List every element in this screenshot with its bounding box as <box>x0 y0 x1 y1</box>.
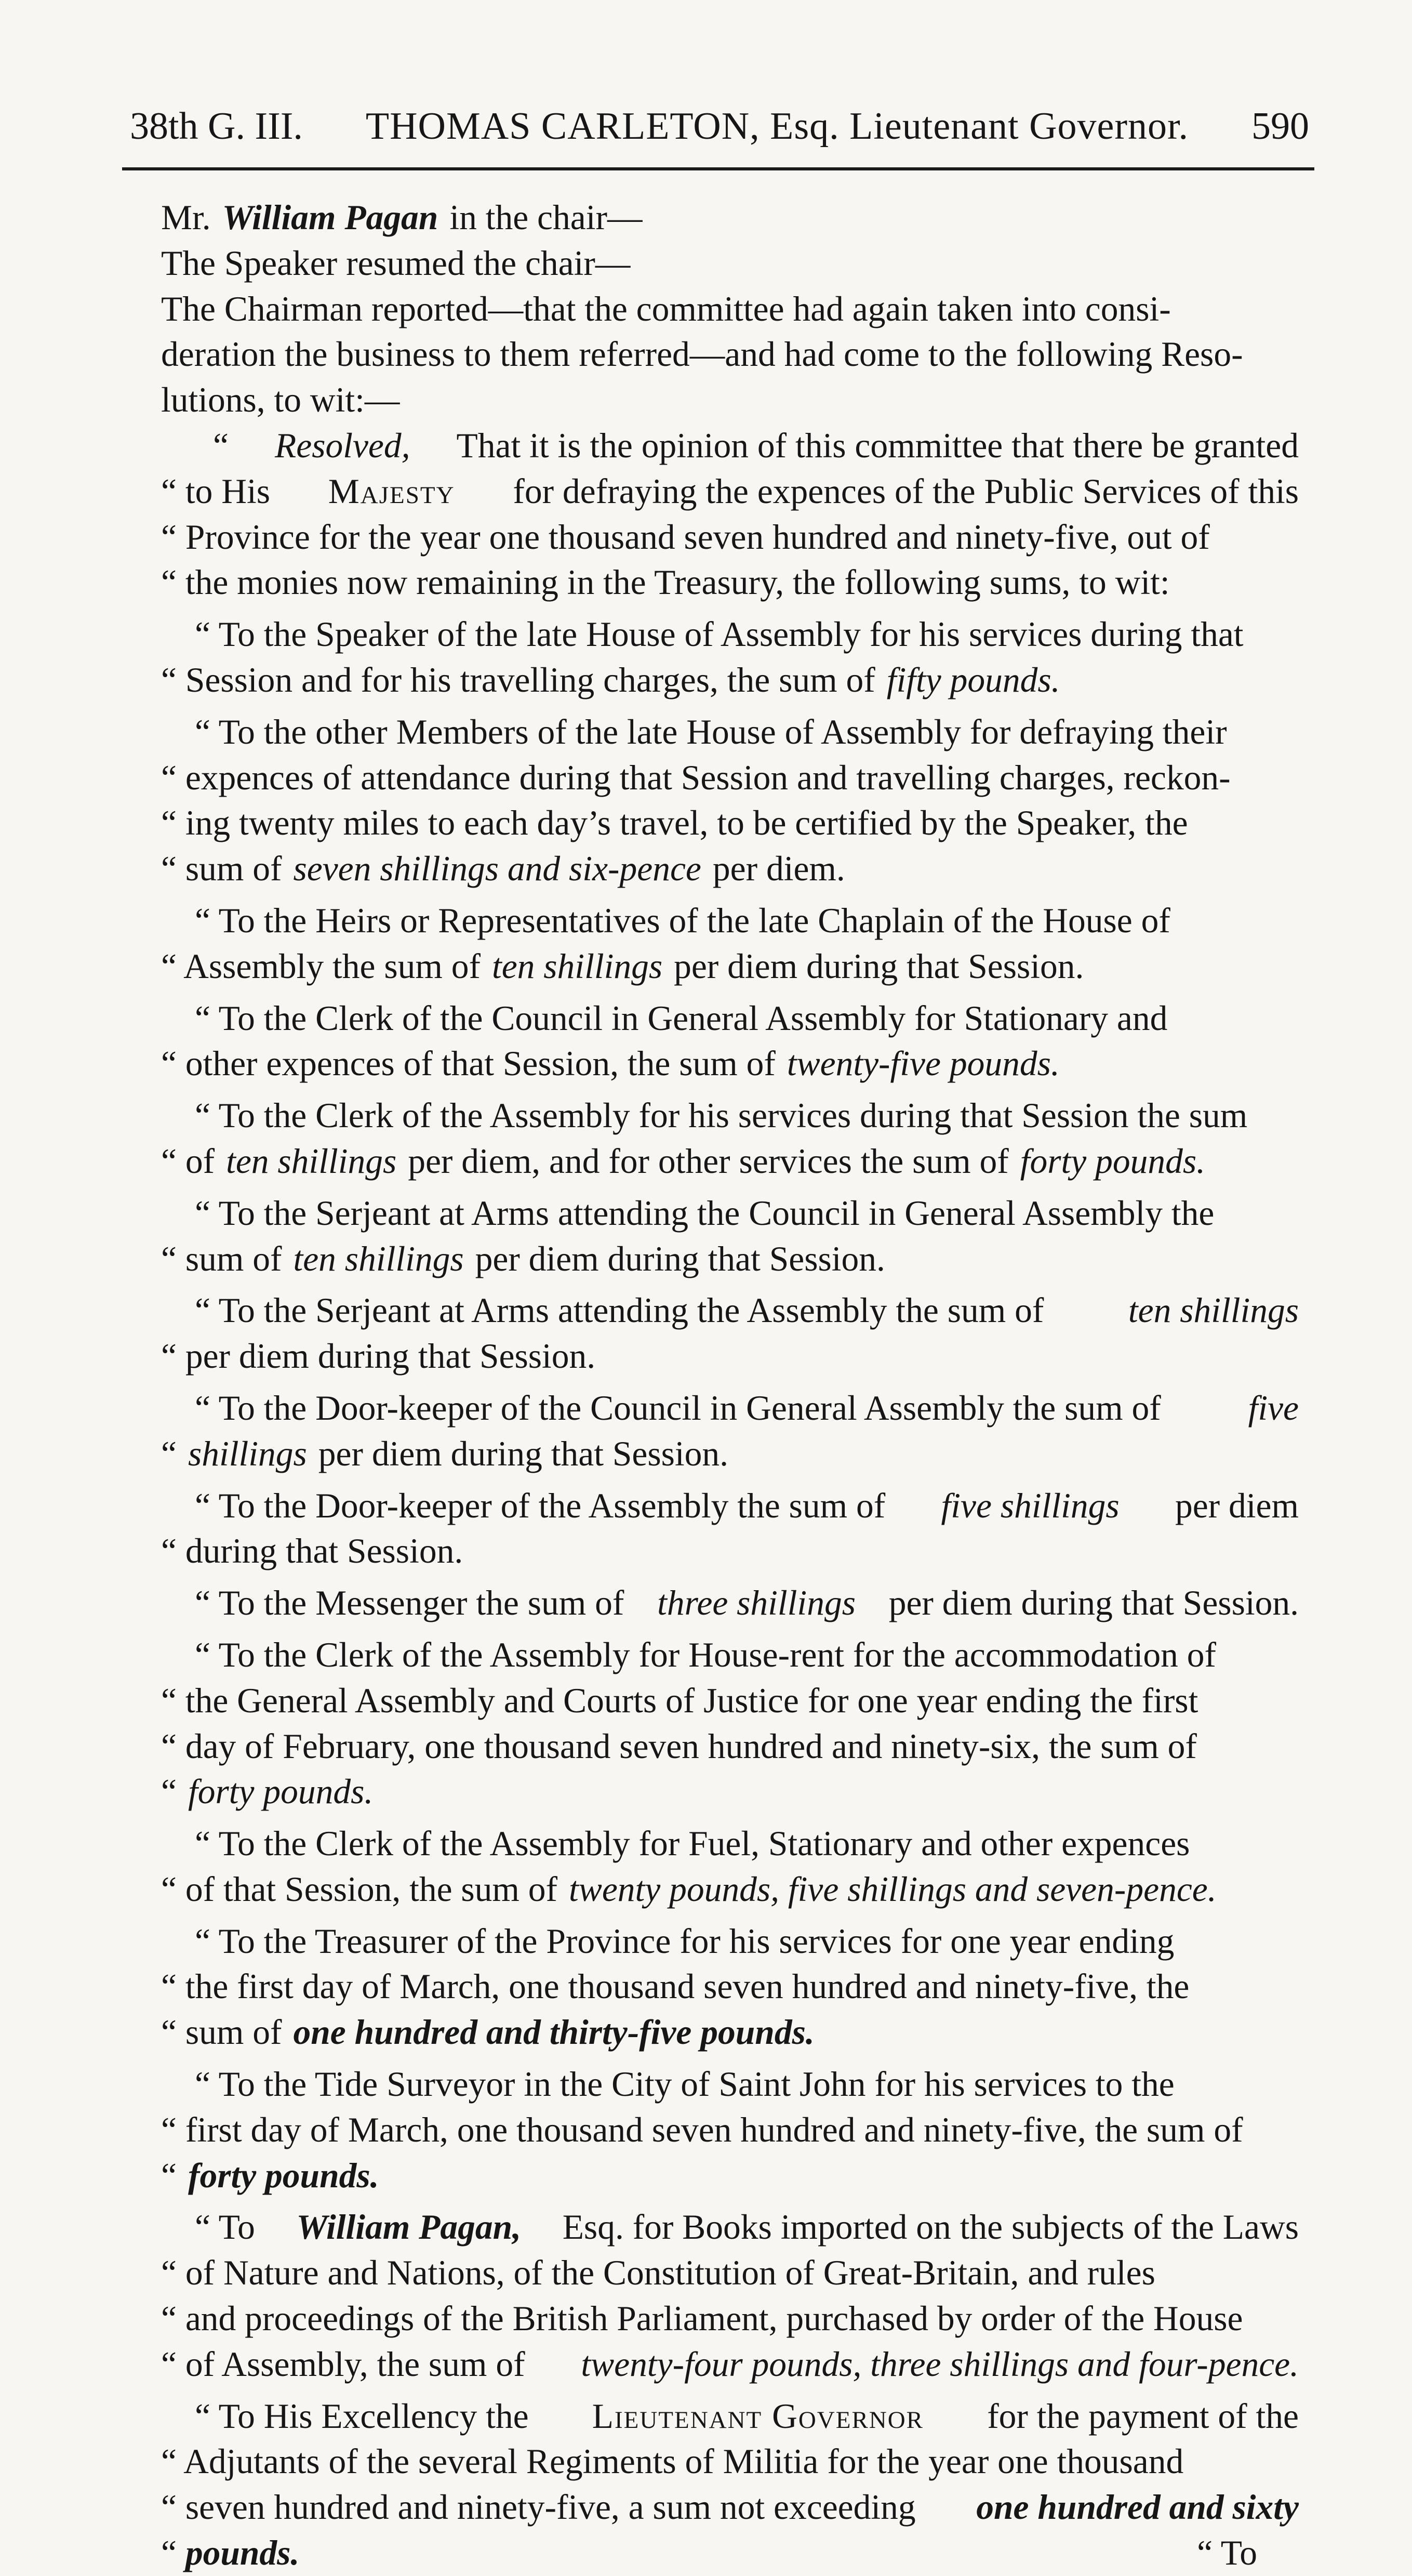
text-line: “ of that Session, the sum of twenty pounds, five shillings and seven-pence. <box>161 1869 1217 1909</box>
header-regnal-year: 38th G. III. <box>130 105 303 148</box>
text-line: “ sum of ten shillings per diem during that Session. <box>161 1239 885 1278</box>
text-line: “ ing twenty miles to each day’s travel, to be certified by the Speaker, the <box>161 803 1188 843</box>
header-title: THOMAS CARLETON, Esq. Lieutenant Governor. <box>365 105 1189 148</box>
text-line: “ the General Assembly and Courts of Justice for one year ending the first <box>161 1681 1198 1720</box>
text-line: “ other expences of that Session, the sum of twenty-five pounds. <box>161 1044 1060 1084</box>
text-line: “ To the Clerk of the Assembly for his services during that Session the sum <box>195 1096 1248 1135</box>
text-line: “ first day of March, one thousand seven hundred and ninety-five, the sum of <box>161 2110 1243 2149</box>
text-line: “ To the Serjeant at Arms attending the Assembly the sum of ten shillings <box>195 1291 1299 1330</box>
text-line: “ To the other Members of the late House of Assembly for defraying their <box>195 712 1227 751</box>
text-line: “ To the Speaker of the late House of Assembly for his services during that <box>195 615 1244 654</box>
text-line: “ of Assembly, the sum of twenty-four pounds, three shillings and four-pence. <box>161 2344 1299 2384</box>
text-line: “ To His Excellency the Lieutenant Governor for the payment of the <box>195 2396 1299 2436</box>
text-line: “ sum of one hundred and thirty-five pounds. <box>161 2013 815 2052</box>
text-line: “ the first day of March, one thousand seven hundred and ninety-five, the <box>161 1967 1190 2006</box>
text-line: “ during that Session. <box>161 1531 463 1571</box>
text-line: “ To William Pagan, Esq. for Books imported on the subjects of the Laws <box>195 2208 1299 2247</box>
running-header <box>130 101 1309 151</box>
text-line: “ To the Serjeant at Arms attending the Council in General Assembly the <box>195 1193 1215 1233</box>
text-line: “ expences of attendance during that Session and travelling charges, reckon- <box>161 758 1231 797</box>
text-line: “ pounds. “ To <box>161 2530 1299 2576</box>
text-line: Mr. William Pagan in the chair— <box>161 198 643 237</box>
text-line: “ seven hundred and ninety-five, a sum not exceeding one hundred and sixty <box>161 2488 1299 2527</box>
text-line: “ per diem during that Session. <box>161 1337 596 1376</box>
text-line: “ To the Clerk of the Council in General Assembly for Stationary and <box>195 998 1168 1038</box>
text-line: “ Assembly the sum of ten shillings per diem during that Session. <box>161 946 1084 986</box>
page-number: 590 <box>1251 105 1309 148</box>
page-body <box>161 195 1299 2576</box>
text-line: “ of Nature and Nations, of the Constitution of Great-Britain, and rules <box>161 2253 1155 2293</box>
text-line: “ To the Clerk of the Assembly for Fuel, Stationary and other expences <box>195 1824 1190 1864</box>
text-line: “ Adjutants of the several Regiments of Militia for the year one thousand <box>161 2442 1184 2481</box>
text-line: “ Resolved, That it is the opinion of this committee that there be granted <box>213 426 1299 465</box>
text-line: “ To the Tide Surveyor in the City of Saint John for his services to the <box>195 2065 1175 2104</box>
text-line: “ to His Majesty for defraying the expences of the Public Services of this <box>161 471 1299 511</box>
text-line: “ the monies now remaining in the Treasury, the following sums, to wit: <box>161 563 1170 602</box>
text-line: The Speaker resumed the chair— <box>161 243 631 283</box>
text-line: “ Session and for his travelling charges, the sum of fifty pounds. <box>161 660 1060 699</box>
text-line: “ forty pounds. <box>161 1772 374 1812</box>
text-line: “ forty pounds. <box>161 2156 379 2195</box>
text-line: “ To the Messenger the sum of three shillings per diem during that Session. <box>195 1583 1299 1623</box>
text-line: “ Province for the year one thousand seven hundred and ninety-five, out of <box>161 517 1210 557</box>
text-line: “ To the Treasurer of the Province for his services for one year ending <box>195 1921 1175 1961</box>
catchword: “ To <box>1197 2533 1257 2573</box>
text-line: “ day of February, one thousand seven hundred and ninety-six, the sum of <box>161 1726 1197 1766</box>
text-line: “ To the Door-keeper of the Assembly the sum of five shillings per diem <box>195 1486 1299 1525</box>
text-line: deration the business to them referred—and had come to the following Reso- <box>161 335 1243 374</box>
text-line: The Chairman reported—that the committee had again taken into consi- <box>161 289 1171 328</box>
text-line: “ of ten shillings per diem, and for other services the sum of forty pounds. <box>161 1141 1205 1181</box>
header-rule <box>122 167 1314 170</box>
text-line: “ To the Heirs or Representatives of the late Chaplain of the House of <box>195 901 1170 940</box>
text-line: “ shillings per diem during that Session. <box>161 1434 729 1473</box>
text-line: “ and proceedings of the British Parliament, purchased by order of the House <box>161 2299 1243 2339</box>
text-line: “ To the Door-keeper of the Council in General Assembly the sum of five <box>195 1388 1299 1428</box>
text-line: “ To the Clerk of the Assembly for House-rent for the accommodation of <box>195 1635 1217 1674</box>
text-line: lutions, to wit:— <box>161 380 400 420</box>
text-line: “ sum of seven shillings and six-pence per diem. <box>161 849 845 889</box>
